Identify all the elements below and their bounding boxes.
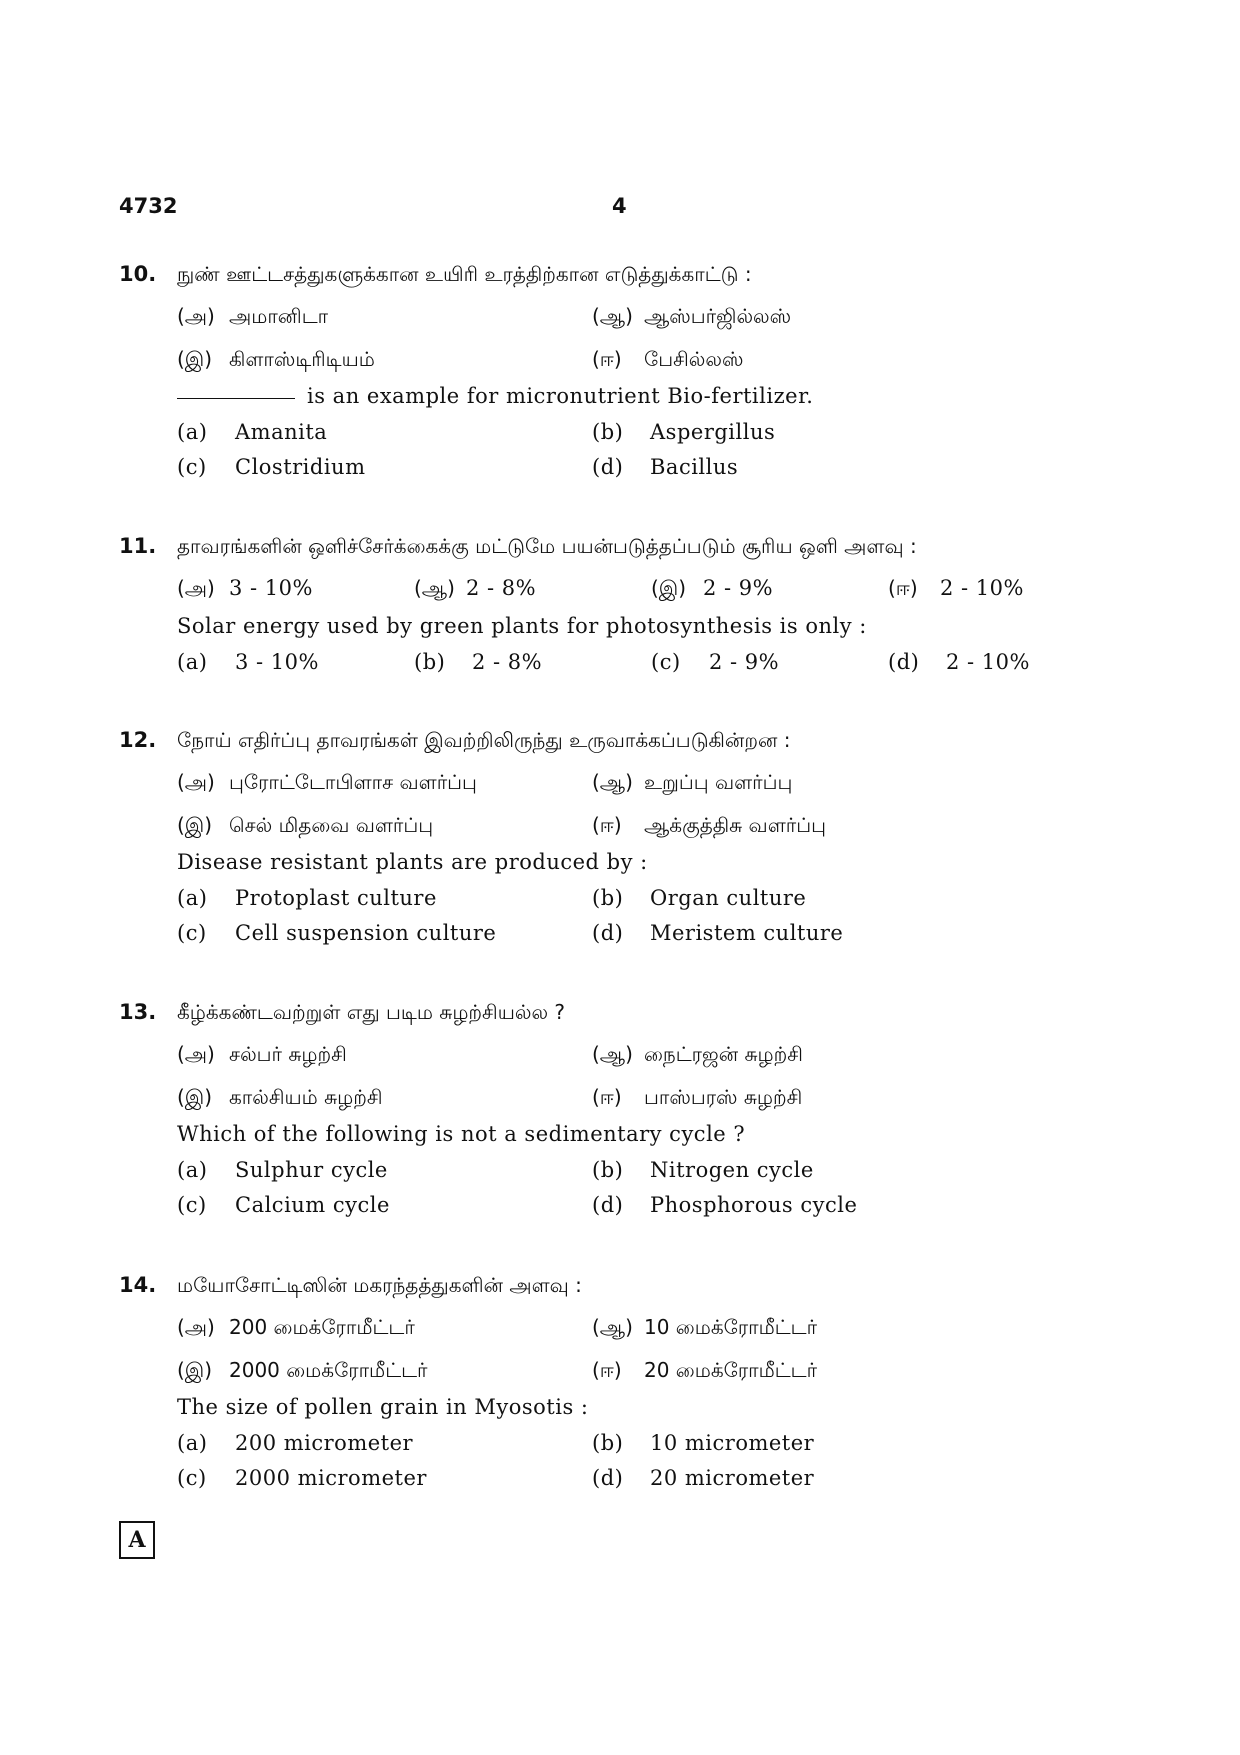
tamil-option-d: (ஈ) ஆக்குத்திசு வளர்ப்பு: [592, 813, 826, 837]
question-number: 12.: [119, 728, 157, 752]
english-option-b: (b) Nitrogen cycle: [592, 1158, 814, 1182]
tamil-option-a: (அ) 200 மைக்ரோமீட்டர்: [177, 1315, 415, 1339]
tamil-option-a: (அ) அமானிடா: [177, 304, 329, 328]
english-option-a: (a) 3 - 10%: [177, 650, 319, 674]
tamil-option-d: (ஈ) 2 - 10%: [888, 576, 1024, 600]
tamil-option-a: (அ) புரோட்டோபிளாச வளர்ப்பு: [177, 770, 477, 794]
english-option-a: (a) 200 micrometer: [177, 1431, 414, 1455]
tamil-option-d: (ஈ) 20 மைக்ரோமீட்டர்: [592, 1358, 818, 1382]
english-option-c: (c) 2000 micrometer: [177, 1466, 427, 1490]
english-option-b: (b) 10 micrometer: [592, 1431, 815, 1455]
english-option-d: (d) Meristem culture: [592, 921, 844, 945]
tamil-option-c: (இ) 2 - 9%: [651, 576, 774, 600]
tamil-option-b: (ஆ) 10 மைக்ரோமீட்டர்: [592, 1315, 818, 1339]
tamil-question: மயோசோட்டிஸின் மகரந்தத்துகளின் அளவு :: [177, 1273, 582, 1297]
english-option-d: (d) 2 - 10%: [888, 650, 1030, 674]
tamil-option-b: (ஆ) நைட்ரஜன் சுழற்சி: [592, 1042, 803, 1066]
question-number: 11.: [119, 534, 157, 558]
tamil-question: நுண் ஊட்டசத்துகளுக்கான உயிரி உரத்திற்கான எடுத்துக்காட்டு :: [177, 262, 752, 286]
page-number: 4: [612, 194, 627, 218]
tamil-question: நோய் எதிர்ப்பு தாவரங்கள் இவற்றிலிருந்து உருவாக்கப்படுகின்றன :: [177, 728, 791, 752]
english-option-a: (a) Amanita: [177, 420, 328, 444]
english-option-a: (a) Protoplast culture: [177, 886, 437, 910]
tamil-option-a: (அ) 3 - 10%: [177, 576, 313, 600]
english-question: Solar energy used by green plants for photosynthesis is only :: [177, 614, 867, 638]
english-option-b: (b) 2 - 8%: [414, 650, 543, 674]
question-number: 10.: [119, 262, 157, 286]
tamil-option-a: (அ) சல்பர் சுழற்சி: [177, 1042, 347, 1066]
tamil-question: தாவரங்களின் ஒளிச்சேர்க்கைக்கு மட்டுமே பயன்படுத்தப்படும் சூரிய ஒளி அளவு :: [177, 534, 917, 558]
tamil-option-d: (ஈ) பாஸ்பரஸ் சுழற்சி: [592, 1085, 803, 1109]
english-option-b: (b) Organ culture: [592, 886, 807, 910]
tamil-option-c: (இ) கால்சியம் சுழற்சி: [177, 1085, 383, 1109]
question-number: 13.: [119, 1000, 157, 1024]
english-option-a: (a) Sulphur cycle: [177, 1158, 388, 1182]
question-number: 14.: [119, 1273, 157, 1297]
tamil-option-b: (ஆ) ஆஸ்பர்ஜில்லஸ்: [592, 304, 792, 328]
english-option-d: (d) Bacillus: [592, 455, 739, 479]
english-question: The size of pollen grain in Myosotis :: [177, 1395, 589, 1419]
tamil-option-c: (இ) செல் மிதவை வளர்ப்பு: [177, 813, 434, 837]
answer-blank: [177, 398, 295, 399]
english-option-c: (c) Cell suspension culture: [177, 921, 497, 945]
tamil-option-b: (ஆ) உறுப்பு வளர்ப்பு: [592, 770, 793, 794]
tamil-option-c: (இ) 2000 மைக்ரோமீட்டர்: [177, 1358, 428, 1382]
tamil-question: கீழ்க்கண்டவற்றுள் எது படிம சுழற்சியல்ல ?: [177, 1000, 566, 1024]
english-question: Which of the following is not a sedimentary cycle ?: [177, 1122, 746, 1146]
english-option-c: (c) 2 - 9%: [651, 650, 780, 674]
english-question: Disease resistant plants are produced by :: [177, 850, 648, 874]
english-option-b: (b) Aspergillus: [592, 420, 776, 444]
version-mark-box: A: [119, 1521, 155, 1559]
tamil-option-b: (ஆ) 2 - 8%: [414, 576, 537, 600]
page-code: 4732: [119, 194, 178, 218]
english-question: is an example for micronutrient Bio-fertilizer.: [177, 384, 813, 408]
tamil-option-d: (ஈ) பேசில்லஸ்: [592, 347, 744, 371]
english-option-c: (c) Calcium cycle: [177, 1193, 390, 1217]
tamil-option-c: (இ) கிளாஸ்டிரிடியம்: [177, 347, 375, 371]
english-option-d: (d) Phosphorous cycle: [592, 1193, 858, 1217]
english-option-d: (d) 20 micrometer: [592, 1466, 815, 1490]
english-option-c: (c) Clostridium: [177, 455, 366, 479]
